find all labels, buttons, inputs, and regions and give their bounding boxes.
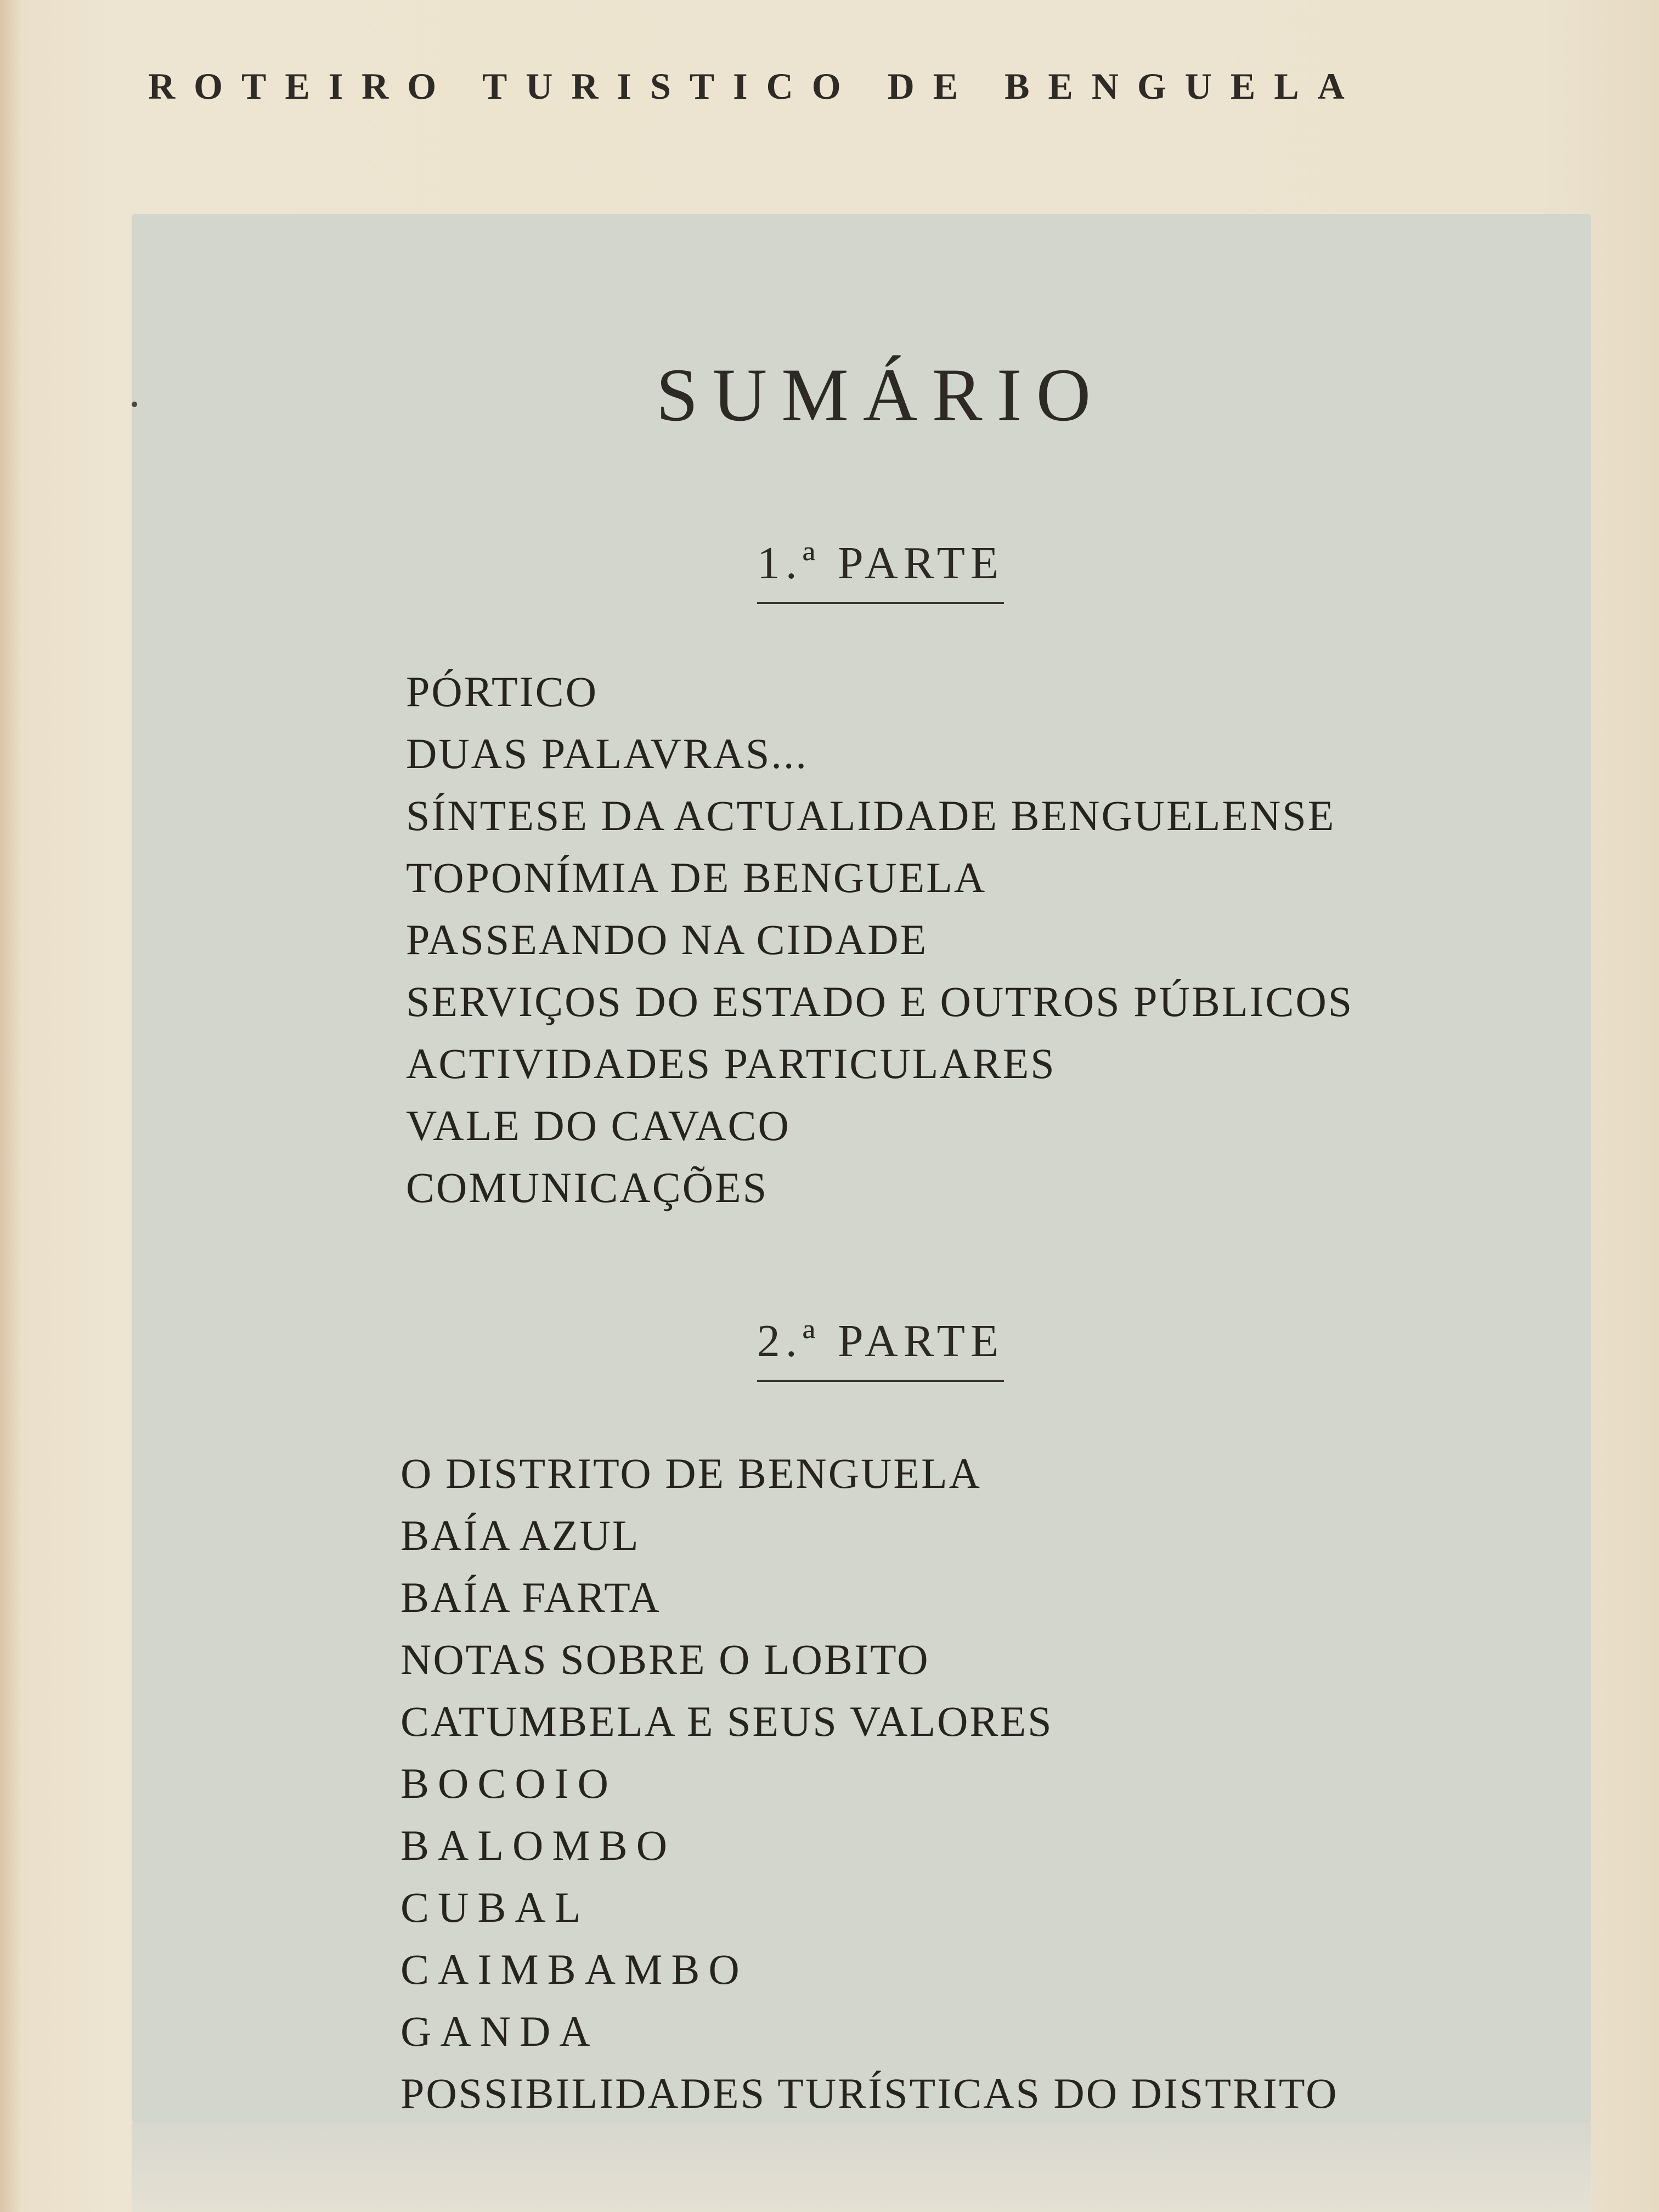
- toc-item: COMUNICAÇÕES: [406, 1164, 769, 1211]
- toc-item: BAÍA AZUL: [400, 1511, 640, 1559]
- toc-item: BOCOIO: [400, 1759, 618, 1807]
- toc-item: CAIMBAMBO: [400, 1945, 748, 1993]
- toc-item: ACTIVIDADES PARTICULARES: [406, 1040, 1056, 1087]
- toc-item: O DISTRITO DE BENGUELA: [400, 1449, 981, 1497]
- toc-item: GANDA: [400, 2007, 599, 2055]
- tinted-panel-bottom: [132, 2123, 1591, 2212]
- page-title: SUMÁRIO: [656, 353, 1105, 437]
- part-2-heading-text: 2.ª PARTE: [757, 1314, 1004, 1382]
- toc-item: SÍNTESE DA ACTUALIDADE BENGUELENSE: [406, 792, 1336, 839]
- toc-item: TOPONÍMIA DE BENGUELA: [406, 854, 987, 901]
- running-head: ROTEIRO TURISTICO DE BENGUELA: [148, 65, 1363, 107]
- toc-item: PÓRTICO: [406, 668, 599, 715]
- part-2-heading: [0, 1314, 1659, 1382]
- toc-item: DUAS PALAVRAS...: [406, 730, 808, 777]
- toc-item: CUBAL: [400, 1883, 590, 1931]
- toc-item: CATUMBELA E SEUS VALORES: [400, 1697, 1053, 1745]
- toc-item: NOTAS SOBRE O LOBITO: [400, 1635, 930, 1683]
- part-2-contents: [400, 1442, 1338, 2124]
- toc-item: POSSIBILIDADES TURÍSTICAS DO DISTRITO: [400, 2069, 1339, 2117]
- part-1-heading: [0, 537, 1659, 604]
- part-1-heading-text: 1.ª PARTE: [757, 537, 1004, 604]
- toc-item: PASSEANDO NA CIDADE: [406, 916, 928, 963]
- part-1-contents: [406, 661, 1353, 1218]
- toc-item: SERVIÇOS DO ESTADO E OUTROS PÚBLICOS: [406, 978, 1354, 1025]
- toc-item: BALOMBO: [400, 1821, 676, 1869]
- toc-item: BAÍA FARTA: [400, 1573, 661, 1621]
- toc-item: VALE DO CAVACO: [406, 1102, 791, 1149]
